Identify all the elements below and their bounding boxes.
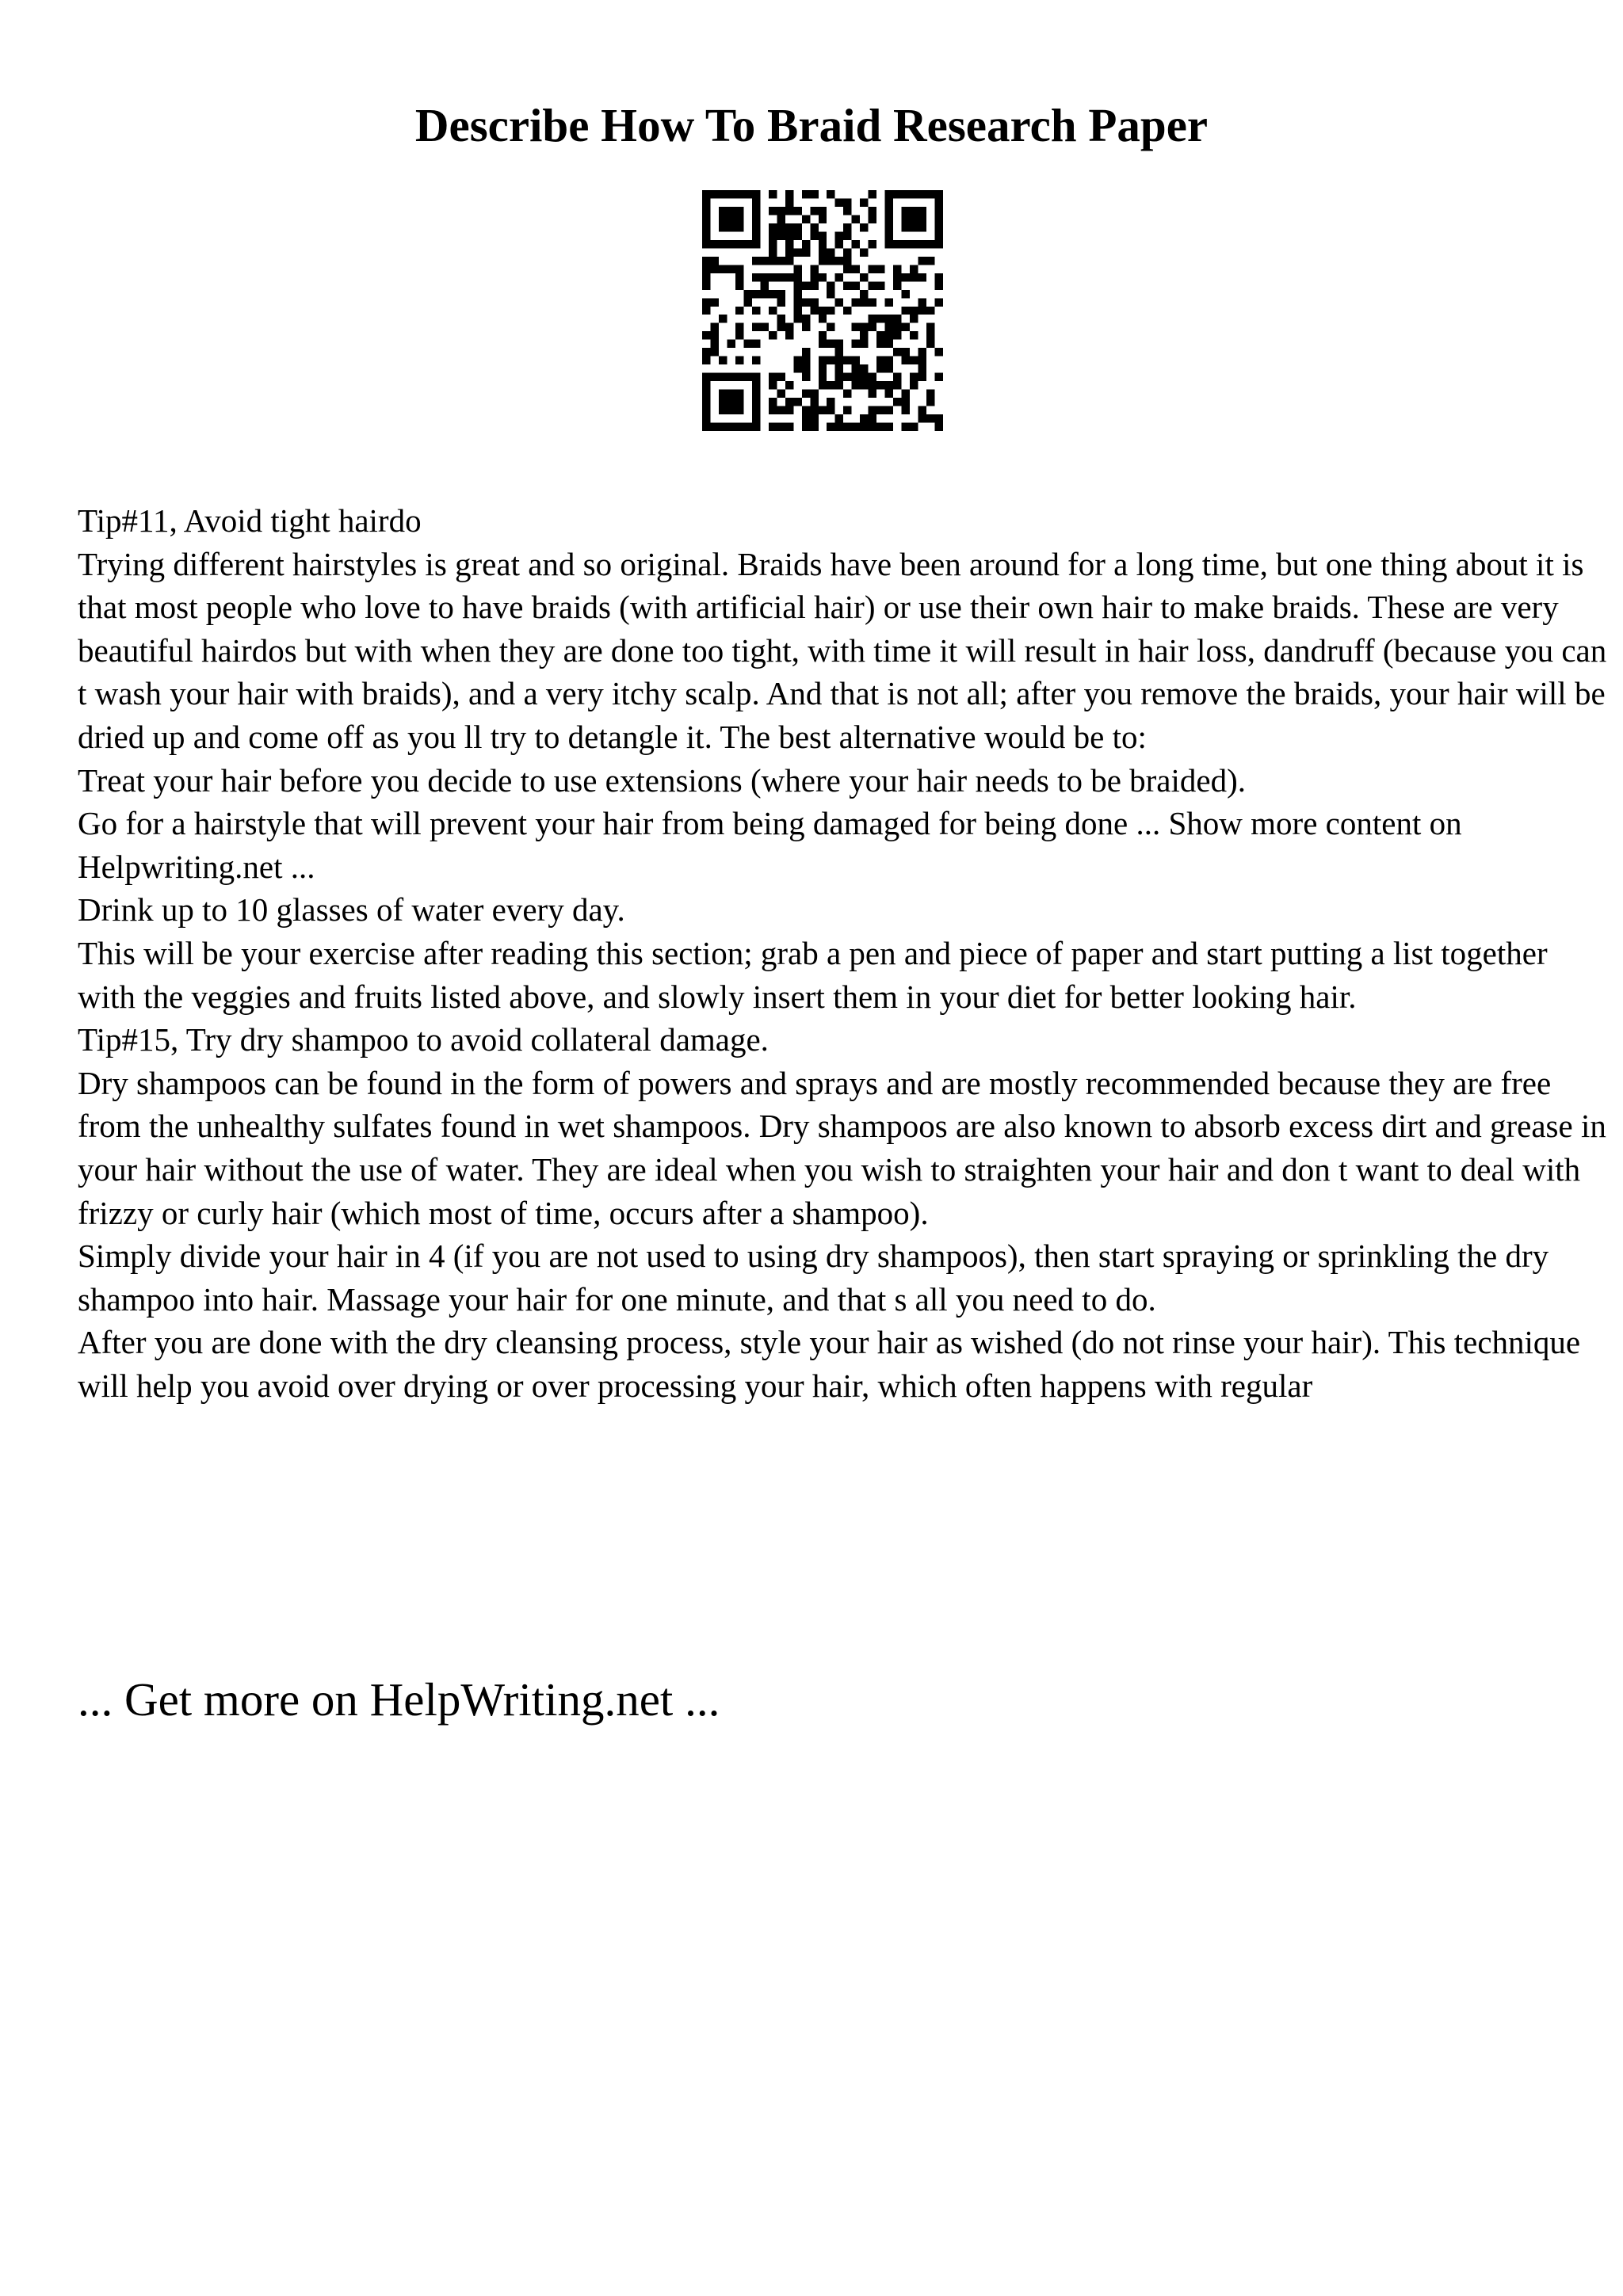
paragraph-hairstyle: Go for a hairstyle that will prevent your hair from being damaged for being done ... Show more content on Helpwriting.net ...	[78, 805, 1462, 885]
qr-code-icon	[702, 190, 943, 431]
paragraph-braids: Trying different hairstyles is great and so original. Braids have been around for a long time, but one thing about it is that most people who love to have braids (with artificial hair) or use their own hair to make braids. These are very beautiful hairdos but with when they are done too tight, with time it will result in hair loss, dandruff (because you can t wash your hair with braids), and a very itchy scalp. And that is not all; after you remove the braids, your hair will be dried up and come off as you ll try to detangle it. The best alternative would be to:	[78, 545, 1607, 755]
footer-link-text[interactable]: ... Get more on HelpWriting.net ...	[78, 1673, 720, 1726]
paragraph-water: Drink up to 10 glasses of water every day.	[78, 891, 625, 929]
paragraph-dry-shampoos: Dry shampoos can be found in the form of powers and sprays and are mostly recommended because they are free from the unhealthy sulfates found in wet shampoos. Dry shampoos are also known to absorb excess dirt and grease in your hair without the use of water. They are ideal when you wish to straighten your hair and don t want to deal with frizzy or curly hair (which most of time, occurs after a shampoo).	[78, 1064, 1606, 1231]
document-title: Describe How To Braid Research Paper	[414, 99, 1209, 151]
paragraph-treat-hair: Treat your hair before you decide to use extensions (where your hair needs to be braided).	[78, 761, 1246, 799]
paragraph-exercise: This will be your exercise after reading this section; grab a pen and piece of paper and start putting a list together with the veggies and fruits listed above, and slowly insert them in your diet for better looking hair.	[78, 934, 1548, 1015]
document-body	[78, 499, 1607, 1407]
paragraph-after-cleansing: After you are done with the dry cleansing process, style your hair as wished (do not rinse your hair). This technique will help you avoid over drying or over processing your hair, which often happens with regular	[78, 1324, 1581, 1404]
paragraph-divide-hair: Simply divide your hair in 4 (if you are not used to using dry shampoos), then start spraying or sprinkling the dry shampoo into hair. Massage your hair for one minute, and that s all you need to do.	[78, 1238, 1549, 1318]
paragraph-tip-11-heading: Tip#11, Avoid tight hairdo	[78, 502, 422, 539]
paragraph-tip-15-heading: Tip#15, Try dry shampoo to avoid collateral damage.	[78, 1021, 769, 1058]
